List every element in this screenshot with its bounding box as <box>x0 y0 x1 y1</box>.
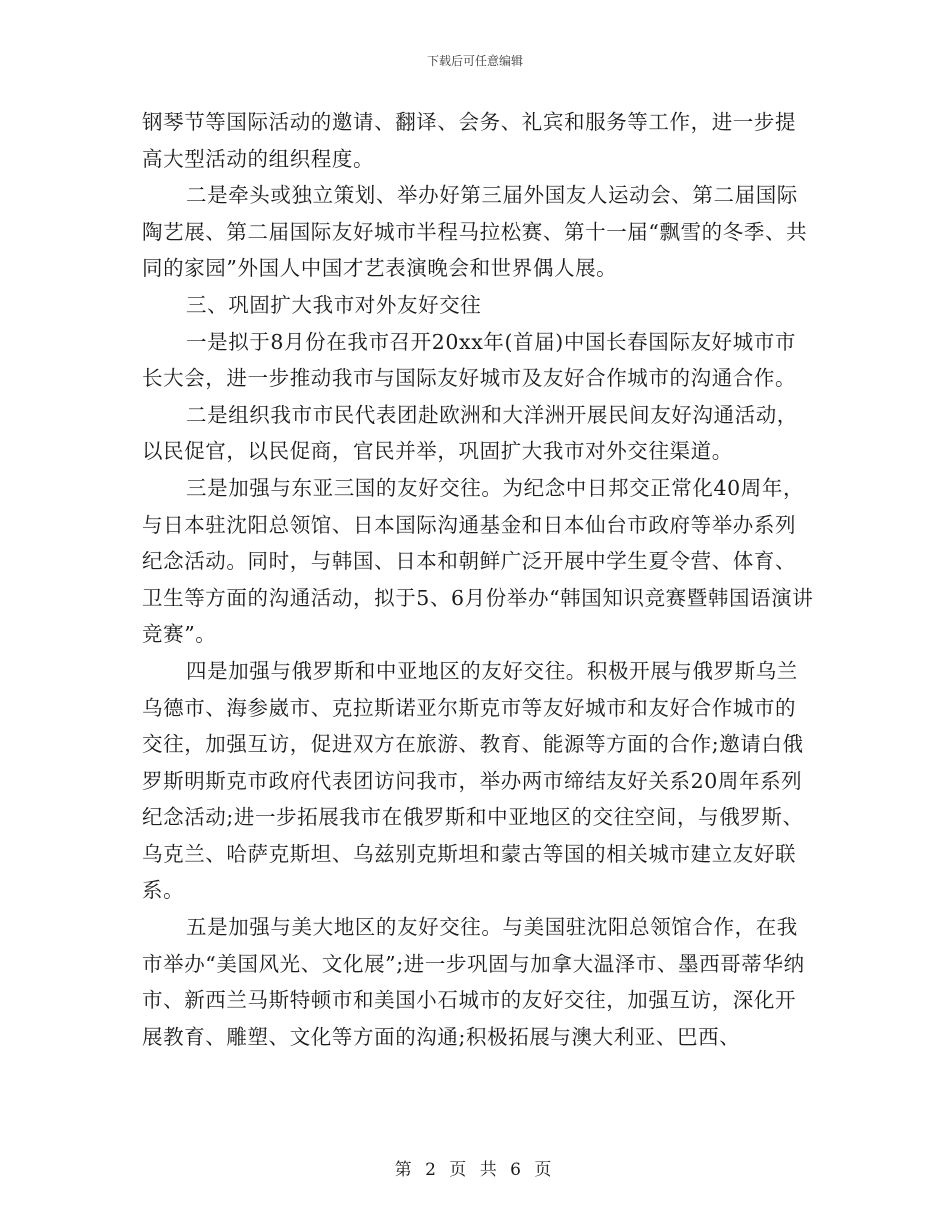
section-heading: 三、巩固扩大我市对外友好交往 <box>186 292 482 317</box>
paragraph-2: 二是牵头或独立策划、举办好第三届外国友人运动会、第二届国际陶艺展、第二届国际友好城市半程马拉松赛、第十一届“飘雪的冬季、共同的家园”外国人中国才艺表演晚会和世界偶人展。 <box>142 183 808 281</box>
paragraph-5: 三是加强与东亚三国的友好交往。为纪念中日邦交正常化40周年，与日本驻沈阳总领馆、日本国际沟通基金和日本仙台市政府等举办系列纪念活动。同时，与韩国、日本和朝鲜广泛开展中学生夏令营、体育、卫生等方面的沟通活动，拟于5、6月份举办“韩国知识竞赛暨韩国语演讲竞赛”。 <box>142 475 814 647</box>
paragraph-3: 一是拟于8月份在我市召开20xx年(首届)中国长春国际友好城市市长大会，进一步推动我市与国际友好城市及友好合作城市的沟通合作。 <box>142 329 797 391</box>
page-number-footer: 第 2 页 共 6 页 <box>394 1160 556 1180</box>
paragraph-6: 四是加强与俄罗斯和中亚地区的友好交往。积极开展与俄罗斯乌兰乌德市、海参崴市、克拉斯诺亚尔斯克市等友好城市和友好合作城市的交往，加强互访，促进双方在旅游、教育、能源等方面的合作;邀请白俄罗斯明斯克市政府代表团访问我市，举办两市缔结友好关系20周年系列纪念活动;进一步拓展我市在俄罗斯和中亚地区的交往空间，与俄罗斯、乌克兰、哈萨克斯坦、乌兹别克斯坦和蒙古等国的相关城市建立友好联系。 <box>142 658 804 903</box>
paragraph-4: 二是组织我市市民代表团赴欧洲和大洋洲开展民间友好沟通活动，以民促官，以民促商，官民并举，巩固扩大我市对外交往渠道。 <box>142 402 798 464</box>
document-body <box>142 104 817 1055</box>
paragraph-1: 钢琴节等国际活动的邀请、翻译、会务、礼宾和服务等工作，进一步提高大型活动的组织程度。 <box>142 110 797 171</box>
page-header: 下载后可任意编辑 <box>426 54 523 68</box>
paragraph-7: 五是加强与美大地区的友好交往。与美国驻沈阳总领馆合作，在我市举办“美国风光、文化展”;进一步巩固与加拿大温泽市、墨西哥蒂华纳市、新西兰马斯特顿市和美国小石城市的友好交往，加强互访，深化开展教育、雕塑、文化等方面的沟通;积极拓展与澳大利亚、巴西、 <box>142 915 805 1049</box>
